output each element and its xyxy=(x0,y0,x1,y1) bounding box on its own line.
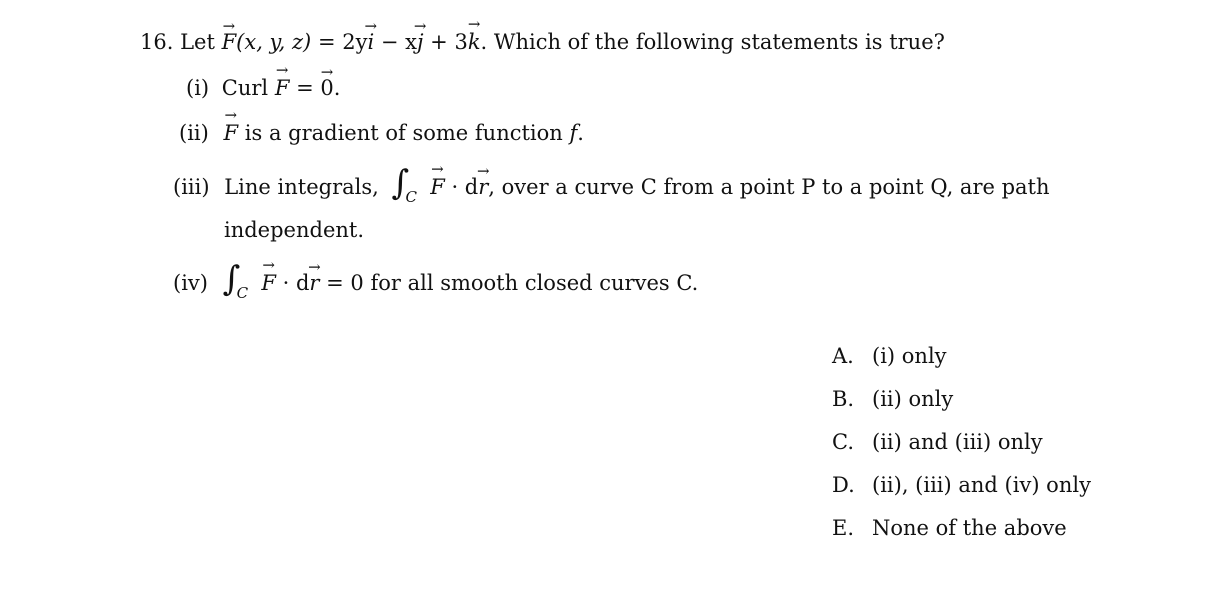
choice-text: (ii) only xyxy=(872,387,954,411)
vector-F: F → xyxy=(430,175,445,199)
choice-text: (ii), (iii) and (iv) only xyxy=(872,473,1091,497)
field-def-rhs: = 2y xyxy=(317,30,368,54)
vector-F: F → xyxy=(275,76,290,100)
curve-subscript: C xyxy=(405,188,417,206)
line-integral-symbol: ∫ C xyxy=(222,259,249,302)
field-def-part2: − x xyxy=(380,30,417,54)
line-integral-symbol: ∫ C xyxy=(391,163,417,206)
answer-choice-a[interactable] xyxy=(832,344,947,368)
choice-text: (ii) and (iii) only xyxy=(872,430,1043,454)
statement-iii-continuation: independent. xyxy=(224,218,365,242)
unit-vector-k: k → xyxy=(468,30,481,54)
answer-choice-b[interactable] xyxy=(832,387,953,411)
statement-text: is a gradient of some function xyxy=(244,121,563,145)
vector-r: r → xyxy=(309,271,319,295)
vector-F: F → xyxy=(224,121,239,145)
statement-i xyxy=(186,76,340,100)
choice-text: None of the above xyxy=(872,516,1067,540)
choice-letter: D. xyxy=(832,473,855,497)
statement-text: = xyxy=(296,76,314,100)
statement-text: = 0 for all smooth closed curves C. xyxy=(326,271,699,295)
answer-choice-d[interactable] xyxy=(832,473,1091,497)
question-lead: Let xyxy=(180,30,215,54)
statement-label: (iv) xyxy=(173,271,208,295)
statement-text: · d xyxy=(451,175,479,199)
statement-text: Line integrals, xyxy=(224,175,379,199)
choice-letter: B. xyxy=(832,387,855,411)
question-tail: . Which of the following statements is true? xyxy=(480,30,945,54)
statement-iii xyxy=(173,163,1050,206)
statement-label: (ii) xyxy=(179,121,209,145)
vector-r: r → xyxy=(478,175,488,199)
function-f: f xyxy=(569,121,578,145)
choice-letter: C. xyxy=(832,430,854,454)
unit-vector-i: i → xyxy=(367,30,374,54)
statement-text: . xyxy=(577,121,584,145)
answer-choice-c[interactable] xyxy=(832,430,1043,454)
curve-subscript: C xyxy=(236,284,249,302)
statement-label: (i) xyxy=(186,76,210,100)
statement-text: · d xyxy=(282,271,310,295)
zero-vector: 0 → xyxy=(320,76,333,100)
question-header xyxy=(140,30,945,54)
statement-ii xyxy=(179,121,584,145)
statement-label: (iii) xyxy=(173,175,210,199)
question-number: 16. xyxy=(140,30,174,54)
statement-iv xyxy=(173,259,699,302)
choice-text: (i) only xyxy=(872,344,947,368)
statement-text: , over a curve C from a point P to a point Q, are path xyxy=(488,175,1050,199)
vector-F: F → xyxy=(261,271,276,295)
vector-F: F → xyxy=(222,30,237,54)
choice-letter: A. xyxy=(832,344,854,368)
field-args: (x, y, z) xyxy=(236,30,312,54)
answer-choice-e[interactable] xyxy=(832,516,1067,540)
field-def-part3: + 3 xyxy=(430,30,468,54)
choice-letter: E. xyxy=(832,516,855,540)
statement-text: Curl xyxy=(221,76,269,100)
statement-text: . xyxy=(333,76,341,100)
unit-vector-j: j → xyxy=(417,30,424,54)
